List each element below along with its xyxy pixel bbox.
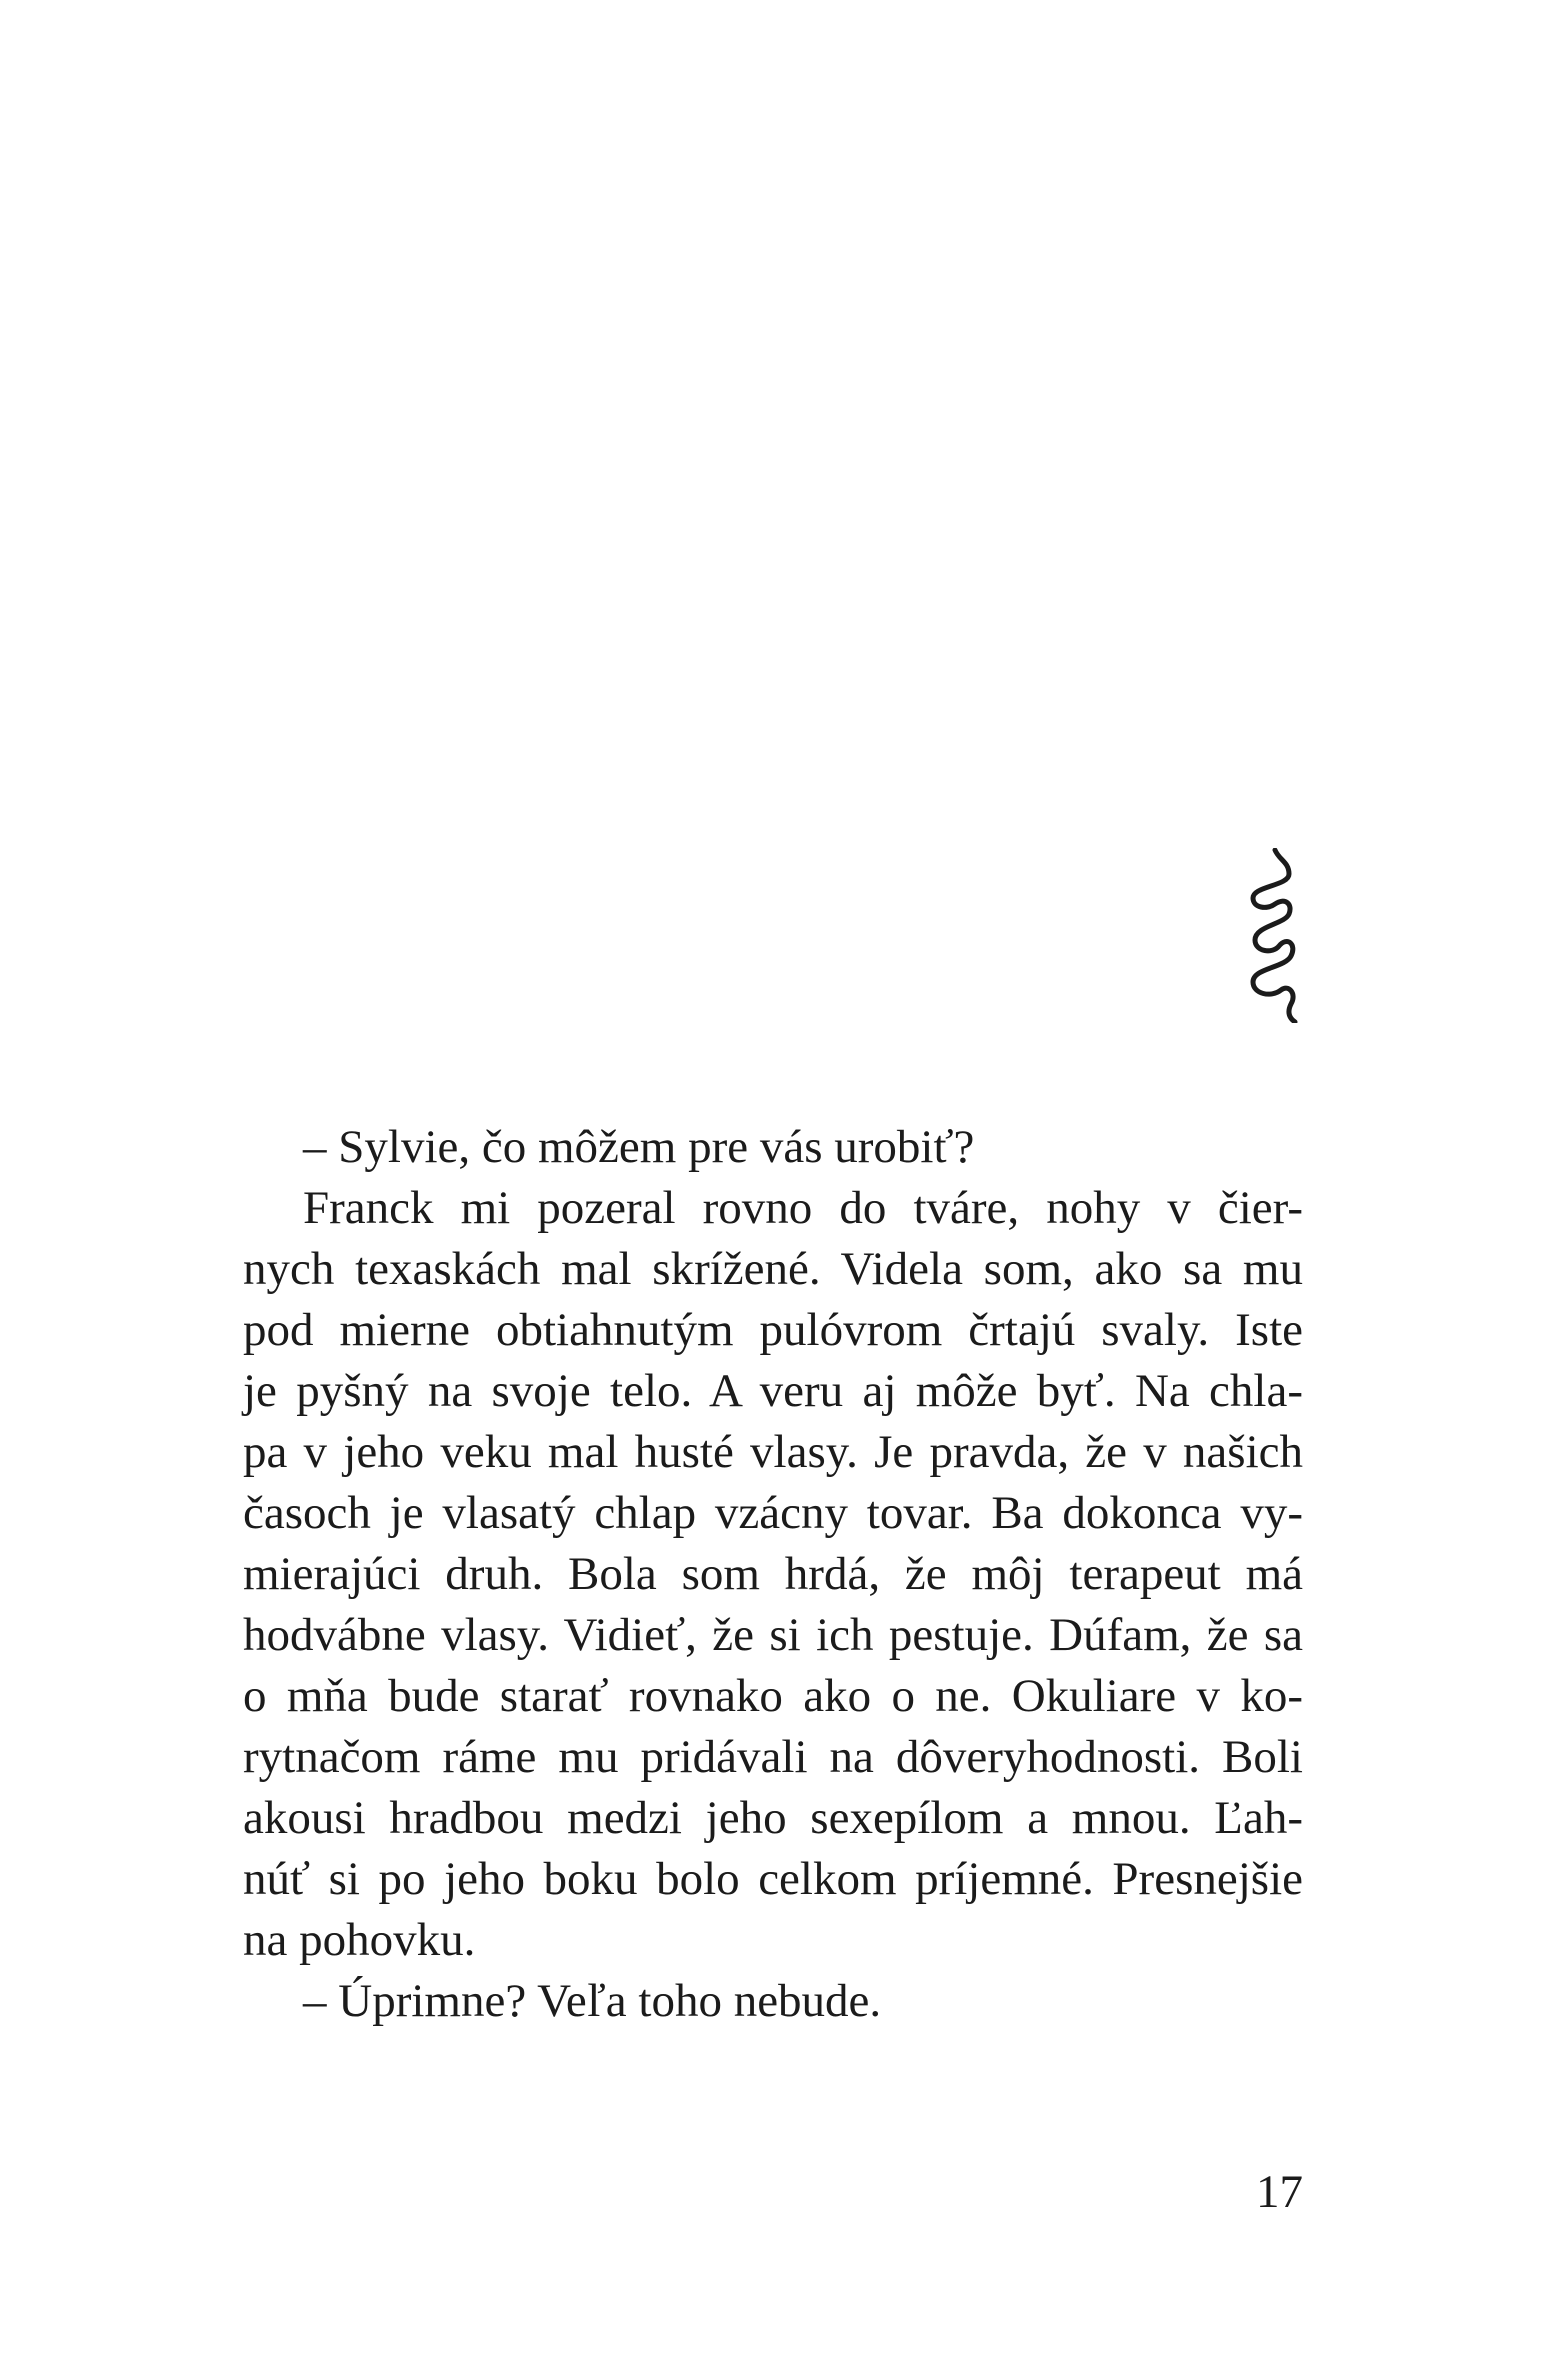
text-line: pa v jeho veku mal husté vlasy. Je pravda, že v našich [243,1426,1303,1478]
text-line: nych texaskách mal skrížené. Videla som, ako sa mu [243,1243,1303,1295]
body-text [243,1117,1303,2032]
text-line: núť si po jeho boku bolo celkom príjemné. Presnejšie [243,1853,1303,1905]
text-line: – Úprimne? Veľa toho nebude. [303,1975,882,2027]
text-line: akousi hradbou medzi jeho sexepílom a mnou. Ľah- [243,1792,1303,1844]
page-number: 17 [1256,2166,1303,2218]
text-line: Franck mi pozeral rovno do tváre, nohy v čier- [303,1182,1303,1234]
text-line: pod mierne obtiahnutým pulóvrom črtajú svaly. Iste [243,1304,1303,1356]
text-line: je pyšný na svoje telo. A veru aj môže byť. Na chla- [243,1365,1303,1417]
text-line: rytnačom ráme mu pridávali na dôveryhodnosti. Boli [243,1731,1303,1783]
text-line: – Sylvie, čo môžem pre vás urobiť? [303,1121,975,1173]
text-line: o mňa bude starať rovnako ako o ne. Okuliare v ko- [243,1670,1303,1722]
text-line: mierajúci druh. Bola som hrdá, že môj terapeut má [243,1548,1303,1600]
text-line: časoch je vlasatý chlap vzácny tovar. Ba dokonca vy- [243,1487,1303,1539]
curl-ornament-icon [1245,848,1305,1023]
text-line: hodvábne vlasy. Vidieť, že si ich pestuje. Dúfam, že sa [243,1609,1303,1661]
text-line: na pohovku. [243,1914,476,1966]
